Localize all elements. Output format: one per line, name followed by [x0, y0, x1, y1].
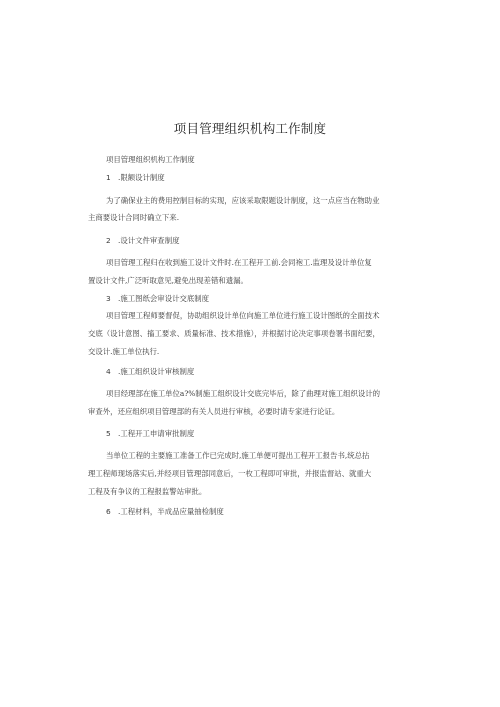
section-5-heading	[106, 429, 194, 439]
paragraph-line: 审查外，还应组织项目管理部的有关人员进行审核，必要时请专家进行论证。	[88, 407, 340, 416]
document-subtitle: 项目管理组织机构工作制度	[106, 155, 195, 164]
section-number: 3	[106, 294, 111, 303]
paragraph-line: 交底（设计意图、搐工要求、质量标准、技术措施），并根据讨论决定事项卷署书面纪要，	[88, 329, 380, 338]
section-heading-text: .工程材料，半成品应量抽检制度	[118, 507, 224, 516]
paragraph-line: 为了确保业主的费用控制目标的实现，应该采取限题设计制度，这一点应当在物助业	[106, 196, 380, 205]
paragraph-line: 项目经理部在施工单位a?%制施工组织设计交底完毕后，除了曲理对施工组织设计的	[106, 389, 381, 398]
section-heading-text: .设计文件审查制度	[118, 236, 180, 245]
section-3-heading	[106, 294, 209, 304]
section-number: 5	[106, 429, 111, 438]
paragraph-line: 工程及有争议的工程报监警站审批。	[88, 487, 207, 496]
paragraph-line: 理工程师现场落实后,并经项目管理部同意后，一枚工程即可审批，并报监督站、就重大	[88, 469, 372, 478]
section-2-heading	[106, 236, 179, 246]
paragraph-line: 项目管理工程师要督促，协助组织设计单位向施工单位进行施工设计图纸的全面技术	[106, 311, 380, 320]
section-heading-text: .施工组织设计审核制度	[118, 367, 195, 376]
paragraph-line: 置设计文件,广泛听取意见,避免出现差错和遗漏。	[88, 276, 248, 285]
section-heading-text: .限额设计制度	[118, 173, 165, 182]
section-4-heading	[106, 367, 194, 377]
section-1-heading	[106, 173, 165, 183]
page-title: 项目管理组织机构工作制度	[173, 121, 327, 136]
paragraph-line: 项目管理工程归在收到施工设计文件时.在工程开工前.会同袍工.监理及设计单位复	[106, 258, 372, 267]
section-heading-text: .工程开工申请审批制度	[118, 429, 195, 438]
paragraph-line: 交设计.施工单位执行.	[88, 347, 160, 356]
section-number: 6	[106, 507, 111, 516]
section-6-heading	[106, 507, 224, 517]
section-number: 2	[106, 236, 111, 245]
section-heading-text: .施工图纸会审设计交底制度	[118, 294, 210, 303]
paragraph-line: 主商要设计合同时确立下来.	[88, 213, 180, 222]
section-number: 4	[106, 367, 111, 376]
paragraph-line: 当单位工程的主要施工准备工作已完成时,施工单便可提出工程开工报告书,统总拈	[106, 451, 370, 460]
section-number: 1	[106, 173, 111, 182]
